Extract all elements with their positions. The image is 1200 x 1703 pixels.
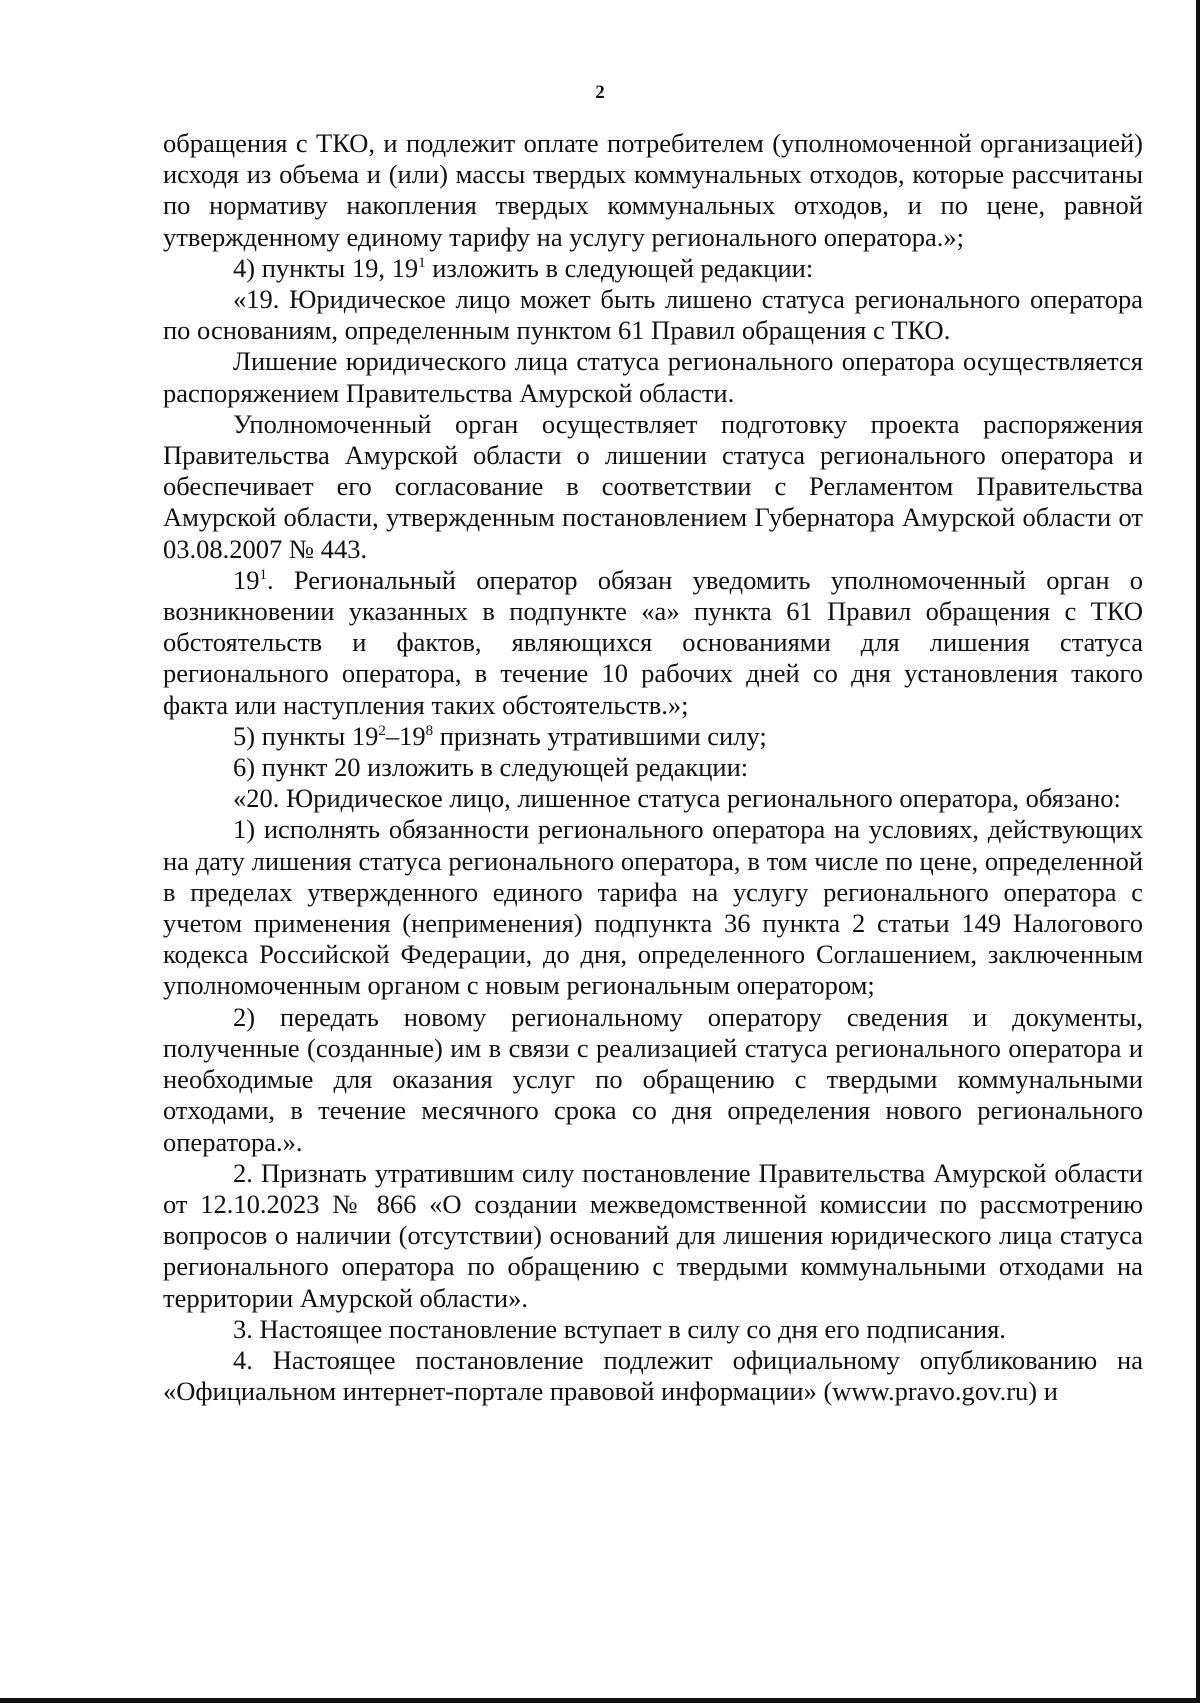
paragraph-clause-20: «20. Юридическое лицо, лишенное статуса регионального оператора, обязано: [233, 783, 1121, 814]
paragraph-deprivation: Лишение юридического лица статуса регионального оператора осуществляется распоряжением Правительства Амурской области. [163, 346, 1143, 408]
paragraph-item-4 [163, 253, 1143, 284]
paragraph-section-2: 2. Признать утратившим силу постановление Правительства Амурской области от 12.10.2023 № 866 «О создании межведомственной комиссии по рассмотрению вопросов о наличии (отсутствии) оснований для лишения юридического лица статуса регионального оператора по обращению с твердыми коммунальными отходами на территории Амурской области». [163, 1157, 1143, 1313]
superscript: 8 [425, 723, 434, 740]
paragraph-item-5 [163, 721, 1143, 752]
document-body [163, 128, 1143, 1407]
paragraph-clause-19-1 [163, 565, 1143, 721]
text-fragment: признать утратившими силу; [433, 720, 767, 751]
text-fragment: –19 [385, 720, 426, 751]
text-fragment: . Региональный оператор обязан уведомить уполномоченный орган о возникновении указанных в подпункте «а» пункта 61 Правил обращения с ТКО обстоятельств и фактов, являющихся основаниями для лишения статуса регионального оператора, в течение 10 рабочих дней со дня установления такого факта или наступления таких обстоятельств.»; [163, 564, 1143, 720]
paragraph-continuation: обращения с ТКО, и подлежит оплате потребителем (уполномоченной организацией) исходя из объема и (или) массы твердых коммунальных отходов, которые рассчитаны по нормативу накопления твердых коммунальных отходов, и по цене, равной утвержденному единому тарифу на услугу регионального оператора.»; [163, 128, 1143, 252]
paragraph-section-4: 4. Настоящее постановление подлежит официальному опубликованию на «Официальном интернет-портале правовой информации» (www.pravo.gov.ru) и [163, 1344, 1143, 1407]
paragraph-authorized-body: Уполномоченный орган осуществляет подготовку проекта распоряжения Правительства Амурской области о лишении статуса регионального оператора и обеспечивает его согласование в соответствии с Регламентом Правительства Амурской области, утвержденным постановлением Губернатора Амурской области от 03.08.2007 № 443. [163, 408, 1143, 564]
page-number: 2 [595, 82, 605, 103]
paragraph-subitem-1: 1) исполнять обязанности регионального оператора на условиях, действующих на дату лишения статуса регионального оператора, в том числе по цене, определенной в пределах утвержденного единого тарифа на услугу регионального оператора с учетом применения (неприменения) подпункта 36 пункта 2 статьи 149 Налогового кодекса Российской Федерации, до дня, определенного Соглашением, заключенным уполномоченным органом с новым региональным оператором; [163, 814, 1143, 1001]
scan-edge-bottom [0, 1698, 1200, 1703]
paragraph-section-3: 3. Настоящее постановление вступает в силу со дня его подписания. [233, 1313, 1006, 1344]
paragraph-subitem-2: 2) передать новому региональному оператору сведения и документы, полученные (созданные) им в связи с реализацией статуса регионального оператора и необходимые для оказания услуг по обращению с твердыми коммунальными отходами, в течение месячного срока со дня определения нового регионального оператора.». [163, 1001, 1143, 1157]
text-fragment: 4) пункты 19, 19 [233, 252, 419, 283]
superscript: 1 [259, 567, 267, 584]
text-fragment: изложить в следующей редакции: [425, 252, 814, 283]
paragraph-clause-19: «19. Юридическое лицо может быть лишено статуса регионального оператора по основаниям, определенным пунктом 61 Правил обращения с ТКО. [163, 284, 1143, 346]
text-fragment: 5) пункты 19 [233, 720, 379, 751]
superscript: 2 [378, 723, 386, 740]
paragraph-item-6: 6) пункт 20 изложить в следующей редакции: [233, 752, 749, 783]
superscript: 1 [418, 254, 426, 271]
text-fragment: 19 [233, 564, 260, 595]
scan-edge-right [1196, 0, 1200, 1703]
